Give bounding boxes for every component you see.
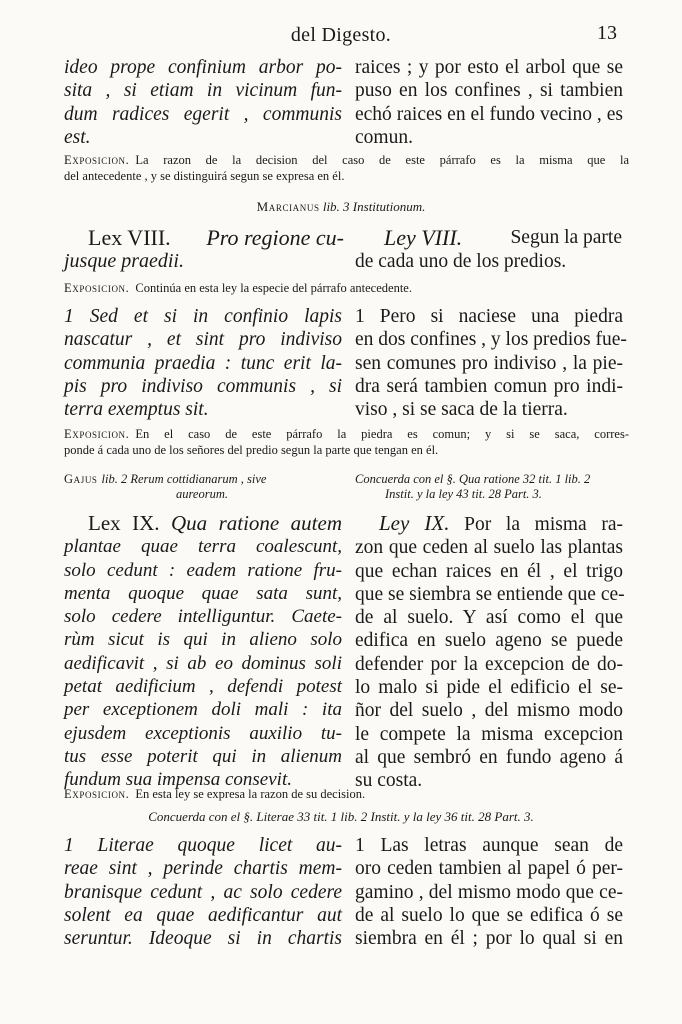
note-line	[64, 786, 629, 802]
text-line: al que sembró en fundo ageno á	[355, 746, 623, 768]
latin-paragraph-2	[64, 834, 342, 950]
text-line: dum radices egerit , communis	[64, 103, 342, 125]
text-line: puso en los confines , si tambien	[355, 80, 623, 102]
lex-label: Lex IX.	[88, 511, 160, 535]
text-line: pis pro indiviso communis , si	[64, 375, 342, 397]
text-line	[64, 512, 342, 535]
note-text: Continúa en esta ley la especie del párrafo antecedente.	[135, 281, 412, 295]
text-line: branisque cedunt , ac solo cedere	[64, 881, 342, 903]
ley-label: Ley IX.	[379, 511, 450, 535]
text-line: echó raices en el fundo vecino , es	[355, 103, 623, 125]
latin-paragraph-1	[64, 305, 342, 421]
text-line: solo cedere intelliguntur. Caete-	[64, 606, 342, 628]
text-line: de al suelo lo que se edifica ó se	[355, 904, 623, 926]
text-line: 1 Literae quoque licet au-	[64, 835, 342, 856]
source-citation-1	[0, 199, 682, 215]
note-text: En el caso de este párrafo la piedra es comun; y si se saca, corres-	[135, 427, 629, 441]
lex-8-heading-latin	[88, 225, 344, 250]
source-work-cont: aureorum.	[176, 487, 228, 501]
text-line: le compete la misma excepcion	[355, 723, 623, 745]
concordance-note-1	[355, 472, 627, 502]
text-line: gamino , del mismo modo que ce-	[355, 881, 623, 903]
note-line	[64, 280, 629, 296]
text-line: comun.	[355, 126, 413, 148]
page-number: 13	[597, 22, 617, 44]
text-line: terra exemptus sit.	[64, 399, 209, 421]
text-line: aedificavit , si ab eo dominus soli	[64, 652, 342, 674]
text-line: tus esse poterit qui in alienum	[64, 745, 342, 767]
exposicion-note-4	[64, 786, 629, 802]
exposicion-note-1	[64, 152, 629, 184]
exposicion-note-3	[64, 426, 629, 458]
source-citation-2	[64, 472, 344, 502]
ley-title-cont: de cada uno de los predios.	[355, 251, 567, 272]
exposicion-label: Exposicion.	[64, 153, 130, 167]
text-line: nascatur , et sint pro indiviso	[64, 329, 342, 351]
text-line: oro ceden tambien al papel ó per-	[355, 858, 623, 880]
text-line: que echan raices en él , el trigo	[355, 560, 623, 582]
text-line: dra será tambien comun pro indi-	[355, 375, 623, 397]
lex-9-latin	[64, 512, 342, 792]
concordance-note-2	[0, 809, 682, 825]
text-line: sita , si etiam in vicinum fun-	[64, 80, 342, 102]
exposicion-label: Exposicion.	[64, 281, 130, 295]
concordance-line: Instit. y la ley 43 tit. 28 Part. 3.	[385, 487, 542, 501]
text-line: sen comunes pro indiviso , la pie-	[355, 352, 623, 374]
exposicion-label: Exposicion.	[64, 427, 130, 441]
text-line	[355, 512, 623, 536]
lex-title-cont: jusque praedii.	[64, 250, 184, 272]
concordance-line: Concuerda con el §. Literae 33 tit. 1 lib. 2 Instit. y la ley 36 tit. 28 Part. 3.	[148, 809, 534, 824]
text-line: raices ; y por esto el arbol que se	[355, 57, 623, 78]
spanish-paragraph-1	[355, 305, 627, 421]
text-line: per exceptionem doli mali : ita	[64, 699, 342, 721]
text-line: viso , si se saca de la tierra.	[355, 399, 568, 421]
text-line: ñor del suelo , del mismo modo	[355, 700, 623, 722]
lex-label: Lex VIII.	[88, 225, 171, 250]
text-line: seruntur. Ideoque si in chartis	[64, 928, 342, 950]
text-line: rùm sicut is qui in alieno solo	[64, 629, 342, 651]
text-line: que se siembra se entiende que ce-	[355, 583, 625, 605]
text-line: defender por la excepcion de do-	[355, 653, 623, 675]
lex-incipit: Qua ratione autem	[170, 511, 343, 535]
lex-8-heading-spanish	[384, 225, 622, 250]
source-work: lib. 3 Institutionum.	[322, 199, 426, 214]
text-line: plantae quae terra coalescunt,	[64, 536, 342, 558]
note-line	[64, 152, 629, 168]
source-author: Gajus	[64, 472, 98, 486]
text-line: lo malo si pide el edificio el se-	[355, 677, 623, 699]
text-line: solent ea quae aedificantur aut	[64, 904, 342, 926]
ley-incipit: Por la misma ra-	[464, 514, 623, 535]
text-line: ideo prope confinium arbor po-	[64, 57, 342, 78]
text-line: siembra en él ; por lo qual si en	[355, 928, 623, 950]
text-line: fundum sua impensa consevit.	[64, 769, 292, 791]
exposicion-note-2	[64, 280, 629, 296]
text-line: reae sint , perinde chartis mem-	[64, 858, 342, 880]
text-line: en dos confines , y los predios fue-	[355, 329, 627, 351]
spanish-text-block-1	[355, 56, 623, 149]
text-line: est.	[64, 126, 91, 148]
latin-text-block-1	[64, 56, 342, 149]
exposicion-label: Exposicion.	[64, 787, 130, 801]
source-author: Marcianus	[256, 199, 320, 214]
text-line: zon que ceden al suelo las plantas	[355, 537, 623, 559]
note-line: ponde á cada uno de los señores del predio segun la parte que tengan en él.	[64, 443, 439, 457]
text-line: edifica en suelo ageno se puede	[355, 630, 623, 652]
note-line	[64, 426, 629, 442]
text-line: communia praedia : tunc erit la-	[64, 352, 342, 374]
running-title: del Digesto.	[290, 24, 392, 46]
concordance-line: Concuerda con el §. Qua ratione 32 tit. 1 lib. 2	[355, 472, 591, 486]
text-line: 1 Las letras aunque sean de	[355, 835, 623, 856]
text-line: 1 Sed et si in confinio lapis	[64, 306, 342, 327]
ley-label: Ley VIII.	[384, 225, 463, 250]
ley-title: Segun la parte	[510, 227, 622, 248]
ley-9-spanish	[355, 512, 623, 793]
note-text: La razon de la decision del caso de este párrafo es la misma que la	[135, 153, 629, 167]
text-line: solo cedunt : eadem ratione fru-	[64, 559, 342, 581]
text-line: 1 Pero si naciese una piedra	[355, 306, 623, 327]
note-line: del antecedente , y se distinguirá segun se expresa en él.	[64, 169, 345, 183]
note-text: En esta ley se expresa la razon de su decision.	[135, 787, 366, 801]
text-line: de al suelo. Y así como el que	[355, 607, 623, 629]
spanish-paragraph-2	[355, 834, 623, 950]
text-line: ejusdem exceptionis auxilio tu-	[64, 722, 342, 744]
text-line: su costa.	[355, 770, 423, 792]
source-work: lib. 2 Rerum cottidianarum , sive	[101, 472, 267, 486]
text-line: menta quoque quae sata sunt,	[64, 582, 342, 604]
lex-title: Pro regione cu-	[206, 225, 344, 250]
text-line: petat aedificium , defendi potest	[64, 676, 342, 698]
